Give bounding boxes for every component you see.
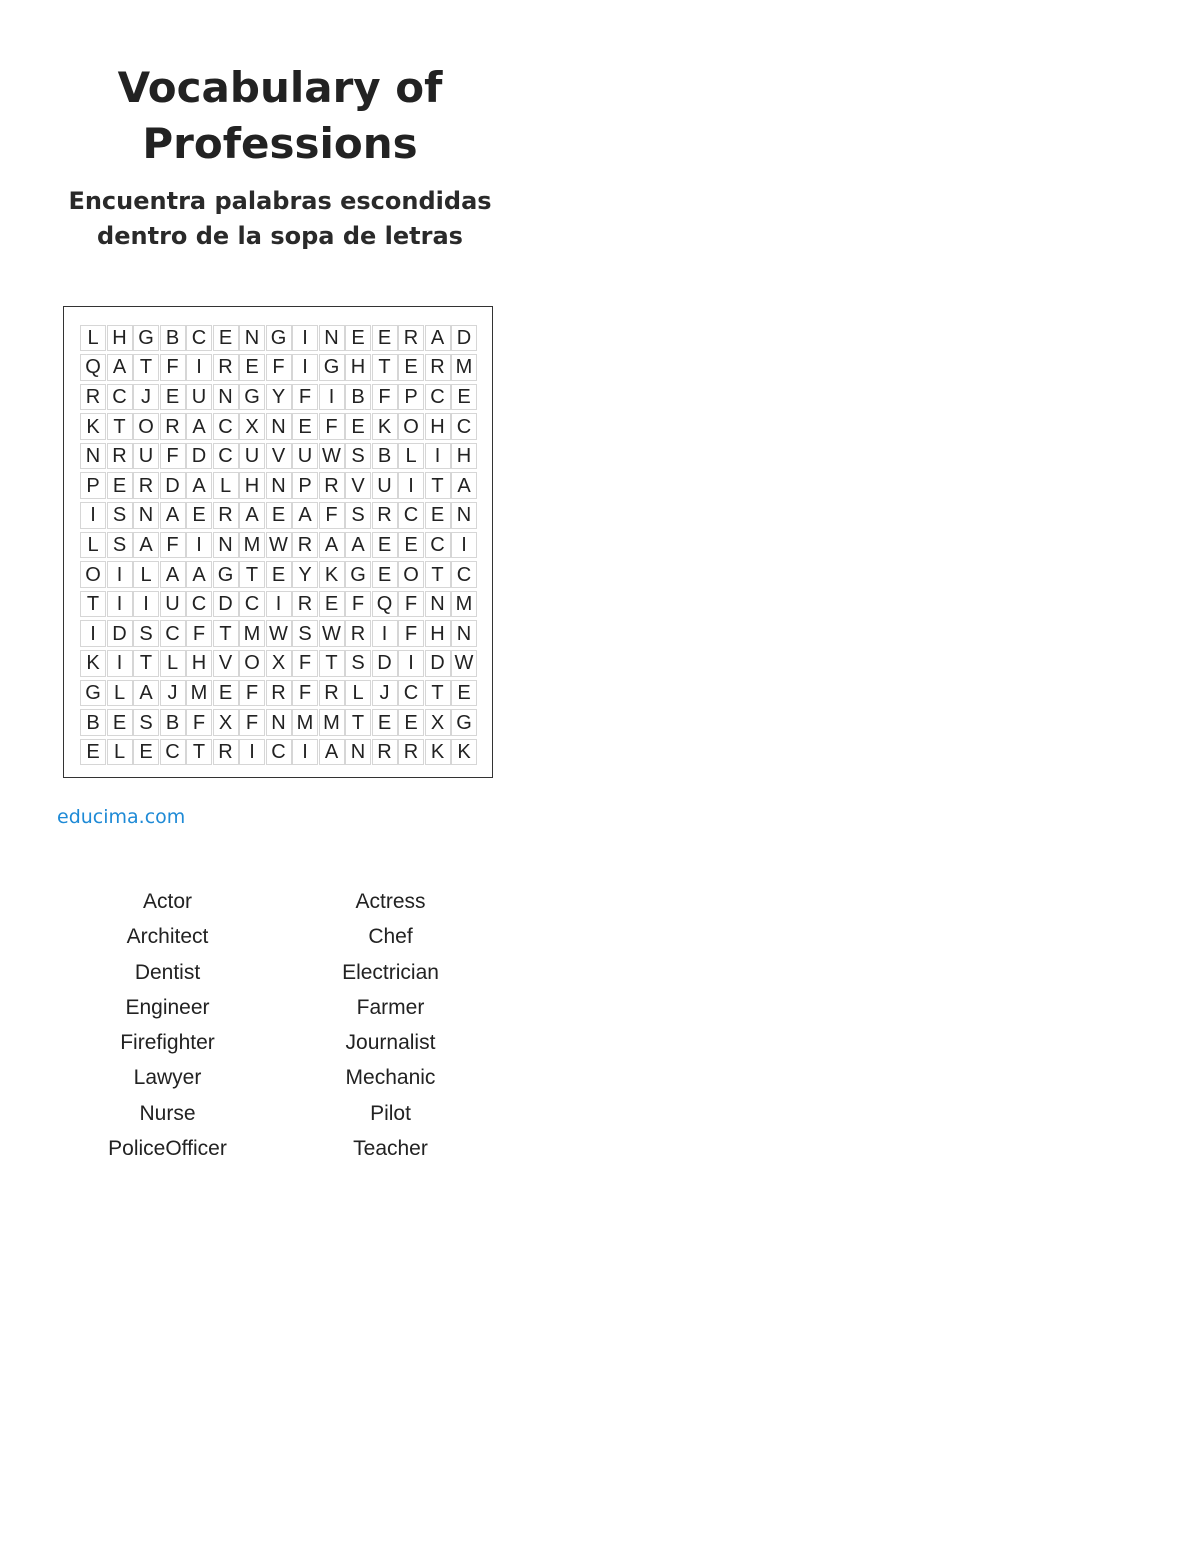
grid-cell[interactable]: I — [80, 620, 106, 647]
grid-cell[interactable]: N — [213, 532, 239, 559]
grid-cell[interactable]: B — [372, 443, 398, 470]
grid-cell[interactable]: E — [398, 532, 424, 559]
grid-cell[interactable]: R — [213, 502, 239, 529]
grid-cell[interactable]: X — [213, 709, 239, 736]
grid-cell[interactable]: L — [345, 680, 371, 707]
grid-cell[interactable]: E — [266, 502, 292, 529]
grid-cell[interactable]: F — [398, 591, 424, 618]
grid-cell[interactable]: E — [372, 709, 398, 736]
grid-cell[interactable]: O — [80, 561, 106, 588]
grid-cell[interactable]: G — [319, 354, 345, 381]
grid-cell[interactable]: C — [160, 739, 186, 766]
grid-cell[interactable]: O — [133, 413, 159, 440]
word-list-item: Farmer — [356, 995, 425, 1019]
grid-cell[interactable]: C — [425, 532, 451, 559]
grid-cell[interactable]: A — [186, 472, 212, 499]
word-list — [56, 884, 502, 1166]
grid-cell[interactable]: F — [186, 709, 212, 736]
grid-cell[interactable]: M — [451, 354, 477, 381]
word-list-item: Architect — [126, 925, 209, 949]
grid-cell[interactable]: S — [107, 532, 133, 559]
grid-cell[interactable]: E — [345, 413, 371, 440]
grid-cell[interactable]: E — [107, 709, 133, 736]
grid-cell[interactable]: U — [292, 443, 318, 470]
grid-cell[interactable]: R — [133, 472, 159, 499]
grid-cell[interactable]: C — [398, 502, 424, 529]
grid-cell[interactable]: I — [451, 532, 477, 559]
grid-cell[interactable]: A — [160, 561, 186, 588]
grid-cell[interactable]: I — [398, 472, 424, 499]
grid-cell[interactable]: D — [213, 591, 239, 618]
grid-cell[interactable]: E — [80, 739, 106, 766]
grid-cell[interactable]: R — [398, 325, 424, 352]
grid-cell[interactable]: S — [345, 502, 371, 529]
page-subtitle: Encuentra palabras escondidas dentro de la sopa de letras — [68, 187, 492, 250]
grid-cell[interactable]: A — [319, 739, 345, 766]
grid-cell[interactable]: F — [372, 384, 398, 411]
grid-cell[interactable]: C — [160, 620, 186, 647]
grid-cell[interactable]: S — [133, 709, 159, 736]
grid-cell[interactable]: V — [266, 443, 292, 470]
grid-cell[interactable]: A — [160, 502, 186, 529]
grid-cell[interactable]: R — [266, 680, 292, 707]
grid-cell[interactable]: I — [292, 354, 318, 381]
grid-cell[interactable]: C — [425, 384, 451, 411]
grid-cell[interactable]: T — [186, 739, 212, 766]
grid-cell[interactable]: M — [186, 680, 212, 707]
grid-cell[interactable]: F — [292, 384, 318, 411]
grid-cell[interactable]: F — [186, 620, 212, 647]
grid-cell[interactable]: C — [186, 325, 212, 352]
grid-cell[interactable]: F — [239, 680, 265, 707]
grid-cell[interactable]: E — [133, 739, 159, 766]
grid-cell[interactable]: T — [319, 650, 345, 677]
grid-cell[interactable]: E — [398, 709, 424, 736]
grid-cell[interactable]: A — [292, 502, 318, 529]
word-list-item: Pilot — [370, 1101, 411, 1125]
grid-cell[interactable]: N — [425, 591, 451, 618]
grid-cell[interactable]: E — [372, 325, 398, 352]
grid-cell[interactable]: E — [266, 561, 292, 588]
grid-cell[interactable]: T — [80, 591, 106, 618]
grid-cell[interactable]: E — [239, 354, 265, 381]
grid-cell[interactable]: Y — [266, 384, 292, 411]
grid-cell[interactable]: W — [266, 532, 292, 559]
grid-cell[interactable]: N — [266, 413, 292, 440]
grid-cell[interactable]: I — [80, 502, 106, 529]
grid-cell[interactable]: I — [398, 650, 424, 677]
grid-cell[interactable]: Q — [372, 591, 398, 618]
grid-cell[interactable]: I — [292, 739, 318, 766]
grid-cell[interactable]: R — [292, 591, 318, 618]
grid-cell[interactable]: T — [133, 650, 159, 677]
word-list-item: Journalist — [345, 1031, 436, 1055]
grid-cell[interactable]: U — [372, 472, 398, 499]
grid-cell[interactable]: N — [319, 325, 345, 352]
grid-cell[interactable]: K — [425, 739, 451, 766]
grid-cell[interactable]: B — [80, 709, 106, 736]
grid-cell[interactable]: T — [107, 413, 133, 440]
word-list-item: Electrician — [342, 960, 439, 984]
word-list-item: Mechanic — [345, 1066, 436, 1090]
grid-cell[interactable]: T — [213, 620, 239, 647]
grid-cell[interactable]: E — [372, 561, 398, 588]
grid-cell[interactable]: C — [398, 680, 424, 707]
grid-cell[interactable]: L — [160, 650, 186, 677]
grid-cell[interactable]: G — [451, 709, 477, 736]
grid-cell[interactable]: A — [107, 354, 133, 381]
grid-cell[interactable]: O — [239, 650, 265, 677]
word-list-item: Firefighter — [120, 1031, 215, 1055]
grid-cell[interactable]: I — [425, 443, 451, 470]
word-list-item: Actor — [142, 890, 192, 913]
grid-cell[interactable]: N — [266, 709, 292, 736]
grid-cell[interactable]: K — [319, 561, 345, 588]
grid-cell[interactable]: N — [451, 620, 477, 647]
grid-cell[interactable]: I — [186, 532, 212, 559]
grid-cell[interactable]: G — [213, 561, 239, 588]
grid-cell[interactable]: R — [372, 502, 398, 529]
grid-cell[interactable]: E — [107, 472, 133, 499]
grid-cell[interactable]: I — [292, 325, 318, 352]
grid-cell[interactable]: G — [345, 561, 371, 588]
grid-cell[interactable]: R — [319, 472, 345, 499]
grid-cell[interactable]: H — [425, 413, 451, 440]
grid-cell[interactable]: E — [319, 591, 345, 618]
grid-cell[interactable]: N — [80, 443, 106, 470]
grid-cell[interactable]: F — [266, 354, 292, 381]
grid-cell[interactable]: N — [266, 472, 292, 499]
grid-cell[interactable]: A — [133, 532, 159, 559]
grid-cell[interactable]: F — [292, 650, 318, 677]
educima-link[interactable]: educima.com — [57, 806, 186, 828]
grid-cell[interactable]: A — [186, 413, 212, 440]
grid-cell[interactable]: C — [213, 443, 239, 470]
grid-cell[interactable]: R — [372, 739, 398, 766]
grid-cell[interactable]: R — [319, 680, 345, 707]
grid-cell[interactable]: I — [319, 384, 345, 411]
grid-cell[interactable]: G — [133, 325, 159, 352]
word-list-item: Chef — [368, 925, 413, 949]
grid-cell[interactable]: H — [107, 325, 133, 352]
grid-cell[interactable]: J — [372, 680, 398, 707]
grid-cell[interactable]: O — [398, 561, 424, 588]
grid-cell[interactable]: Y — [292, 561, 318, 588]
grid-cell[interactable]: K — [80, 413, 106, 440]
grid-cell[interactable]: I — [107, 591, 133, 618]
grid-cell[interactable]: U — [239, 443, 265, 470]
grid-cell[interactable]: F — [398, 620, 424, 647]
word-list-item: Lawyer — [133, 1066, 202, 1090]
grid-cell[interactable]: R — [213, 739, 239, 766]
grid-cell[interactable]: J — [160, 680, 186, 707]
grid-cell[interactable]: S — [292, 620, 318, 647]
grid-cell[interactable]: I — [133, 591, 159, 618]
grid-cell[interactable]: H — [345, 354, 371, 381]
grid-cell[interactable]: T — [425, 561, 451, 588]
grid-cell[interactable]: C — [186, 591, 212, 618]
grid-cell[interactable]: E — [213, 325, 239, 352]
page-title: Vocabulary of Professions — [117, 63, 443, 168]
grid-cell[interactable]: N — [239, 325, 265, 352]
grid-cell[interactable]: F — [345, 591, 371, 618]
grid-cell[interactable]: L — [133, 561, 159, 588]
grid-cell[interactable]: B — [160, 325, 186, 352]
grid-cell[interactable]: F — [160, 532, 186, 559]
grid-cell[interactable]: U — [160, 591, 186, 618]
grid-cell[interactable]: I — [107, 561, 133, 588]
grid-cell[interactable]: E — [213, 680, 239, 707]
grid-cell[interactable]: R — [398, 739, 424, 766]
grid-cell[interactable]: F — [292, 680, 318, 707]
grid-cell[interactable]: C — [266, 739, 292, 766]
grid-cell[interactable]: R — [107, 443, 133, 470]
grid-cell[interactable]: M — [239, 620, 265, 647]
word-list-item: Teacher — [353, 1137, 428, 1161]
grid-cell[interactable]: R — [213, 354, 239, 381]
grid-cell[interactable]: L — [107, 680, 133, 707]
grid-cell[interactable]: Q — [80, 354, 106, 381]
grid-cell[interactable]: F — [160, 443, 186, 470]
grid-cell[interactable]: F — [319, 502, 345, 529]
grid-cell[interactable]: X — [239, 413, 265, 440]
grid-cell[interactable]: R — [425, 354, 451, 381]
grid-cell[interactable]: G — [80, 680, 106, 707]
grid-cell[interactable]: P — [398, 384, 424, 411]
grid-cell[interactable]: P — [292, 472, 318, 499]
grid-cell[interactable]: M — [451, 591, 477, 618]
grid-cell[interactable]: D — [186, 443, 212, 470]
grid-cell[interactable]: S — [107, 502, 133, 529]
grid-cell[interactable]: E — [372, 532, 398, 559]
grid-cell[interactable]: L — [213, 472, 239, 499]
grid-cell[interactable]: M — [239, 532, 265, 559]
grid-cell[interactable]: I — [107, 650, 133, 677]
grid-cell[interactable]: N — [451, 502, 477, 529]
grid-cell[interactable]: A — [345, 532, 371, 559]
word-list-item: PoliceOfficer — [108, 1137, 227, 1161]
grid-cell[interactable]: A — [451, 472, 477, 499]
grid-cell[interactable]: X — [425, 709, 451, 736]
grid-cell[interactable]: M — [319, 709, 345, 736]
grid-cell[interactable]: E — [292, 413, 318, 440]
grid-cell[interactable]: E — [186, 502, 212, 529]
grid-cell[interactable]: V — [213, 650, 239, 677]
grid-cell[interactable]: R — [345, 620, 371, 647]
word-list-item: Actress — [355, 890, 426, 913]
grid-cell[interactable]: G — [266, 325, 292, 352]
grid-cell[interactable]: S — [133, 620, 159, 647]
word-list-item: Nurse — [139, 1101, 196, 1125]
word-list-item: Engineer — [125, 995, 210, 1019]
grid-cell[interactable]: K — [80, 650, 106, 677]
grid-cell[interactable]: D — [372, 650, 398, 677]
grid-cell[interactable]: H — [425, 620, 451, 647]
grid-cell[interactable]: G — [239, 384, 265, 411]
grid-cell[interactable]: X — [266, 650, 292, 677]
grid-cell[interactable]: V — [345, 472, 371, 499]
grid-cell[interactable]: E — [398, 354, 424, 381]
grid-cell[interactable]: E — [451, 384, 477, 411]
grid-cell[interactable]: R — [292, 532, 318, 559]
grid-cell[interactable]: N — [133, 502, 159, 529]
grid-cell[interactable]: T — [239, 561, 265, 588]
grid-cell[interactable]: A — [239, 502, 265, 529]
grid-cell[interactable]: T — [425, 680, 451, 707]
grid-cell[interactable]: A — [133, 680, 159, 707]
grid-cell[interactable]: D — [160, 472, 186, 499]
grid-cell[interactable]: L — [107, 739, 133, 766]
grid-cell[interactable]: C — [239, 591, 265, 618]
grid-cell[interactable]: B — [160, 709, 186, 736]
grid-cell[interactable]: T — [133, 354, 159, 381]
grid-cell[interactable]: A — [425, 325, 451, 352]
grid-cell[interactable]: L — [80, 532, 106, 559]
grid-cell[interactable]: W — [266, 620, 292, 647]
grid-cell[interactable]: C — [213, 413, 239, 440]
grid-cell[interactable]: I — [186, 354, 212, 381]
grid-cell[interactable]: U — [186, 384, 212, 411]
grid-cell[interactable]: F — [160, 354, 186, 381]
grid-cell[interactable]: D — [107, 620, 133, 647]
grid-cell[interactable]: N — [345, 739, 371, 766]
grid-cell[interactable]: L — [80, 325, 106, 352]
grid-cell[interactable]: W — [319, 443, 345, 470]
grid-cell[interactable]: A — [319, 532, 345, 559]
grid-cell[interactable]: E — [425, 502, 451, 529]
grid-cell[interactable]: A — [186, 561, 212, 588]
grid-cell[interactable]: I — [266, 591, 292, 618]
grid-cell[interactable]: H — [239, 472, 265, 499]
grid-cell[interactable]: F — [319, 413, 345, 440]
grid-cell[interactable]: S — [345, 650, 371, 677]
grid-cell[interactable]: R — [160, 413, 186, 440]
grid-cell[interactable]: J — [133, 384, 159, 411]
grid-cell[interactable]: I — [372, 620, 398, 647]
grid-cell[interactable]: T — [372, 354, 398, 381]
grid-cell[interactable]: S — [345, 443, 371, 470]
grid-cell[interactable]: M — [292, 709, 318, 736]
grid-cell[interactable]: T — [345, 709, 371, 736]
grid-cell[interactable]: F — [239, 709, 265, 736]
grid-cell[interactable]: K — [451, 739, 477, 766]
grid-cell[interactable]: R — [80, 384, 106, 411]
grid-cell[interactable]: B — [345, 384, 371, 411]
grid-cell[interactable]: E — [345, 325, 371, 352]
grid-cell[interactable]: H — [451, 443, 477, 470]
word-list-item: Dentist — [134, 960, 201, 984]
grid-cell[interactable]: D — [451, 325, 477, 352]
grid-cell[interactable]: H — [186, 650, 212, 677]
grid-cell[interactable]: W — [319, 620, 345, 647]
grid-cell[interactable]: E — [451, 680, 477, 707]
grid-cell[interactable]: D — [425, 650, 451, 677]
grid-cell[interactable]: N — [213, 384, 239, 411]
grid-cell[interactable]: P — [80, 472, 106, 499]
grid-cell[interactable]: I — [239, 739, 265, 766]
grid-cell[interactable]: C — [451, 413, 477, 440]
grid-cell[interactable]: C — [451, 561, 477, 588]
grid-cell[interactable]: W — [451, 650, 477, 677]
grid-cell[interactable]: T — [425, 472, 451, 499]
grid-cell[interactable]: E — [160, 384, 186, 411]
grid-cell[interactable]: L — [398, 443, 424, 470]
grid-cell[interactable]: O — [398, 413, 424, 440]
grid-cell[interactable]: C — [107, 384, 133, 411]
grid-cell[interactable]: U — [133, 443, 159, 470]
grid-cell[interactable]: K — [372, 413, 398, 440]
word-search-grid — [80, 323, 477, 767]
